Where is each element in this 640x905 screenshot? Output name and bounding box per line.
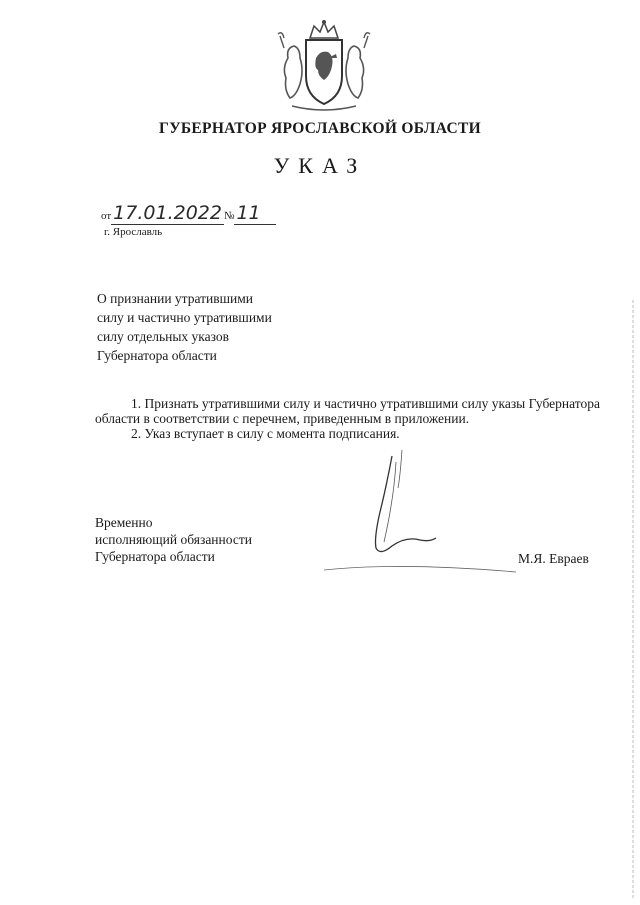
document-body: [95, 396, 600, 441]
city-line: г. Ярославль: [104, 226, 163, 238]
signatory-title-line: исполняющий обязанности: [95, 532, 252, 547]
number-prefix: №: [223, 210, 235, 222]
document-type-title: УКАЗ: [273, 153, 367, 178]
subject-line: силу отдельных указов: [97, 329, 230, 344]
handwritten-signature-icon: [320, 448, 520, 576]
subject-line: Губернатора области: [97, 348, 217, 363]
document-date: 17.01.2022: [113, 202, 222, 224]
body-paragraph-2: 2. Указ вступает в силу с момента подписания.: [131, 426, 400, 441]
coat-of-arms-icon: [276, 18, 372, 114]
subject-line: силу и частично утратившими: [97, 310, 272, 325]
body-paragraph-1: 1. Признать утратившими силу и частично утратившими силу указы Губернатора области в соответствии с перечнем, приведенным в приложении.: [95, 396, 600, 426]
document-subject: [97, 289, 327, 365]
date-number-line: [101, 202, 276, 225]
issuing-authority: ГУБЕРНАТОР ЯРОСЛАВСКОЙ ОБЛАСТИ: [159, 120, 481, 137]
signatory-title-line: Губернатора области: [95, 549, 215, 564]
signatory-title-line: Временно: [95, 515, 153, 530]
document-number: 11: [234, 202, 276, 225]
scan-edge-line: [632, 300, 634, 900]
subject-line: О признании утратившими: [97, 291, 254, 306]
date-prefix: от: [101, 210, 112, 222]
signatory-name: М.Я. Евраев: [518, 551, 589, 566]
signatory-title: [95, 514, 252, 565]
